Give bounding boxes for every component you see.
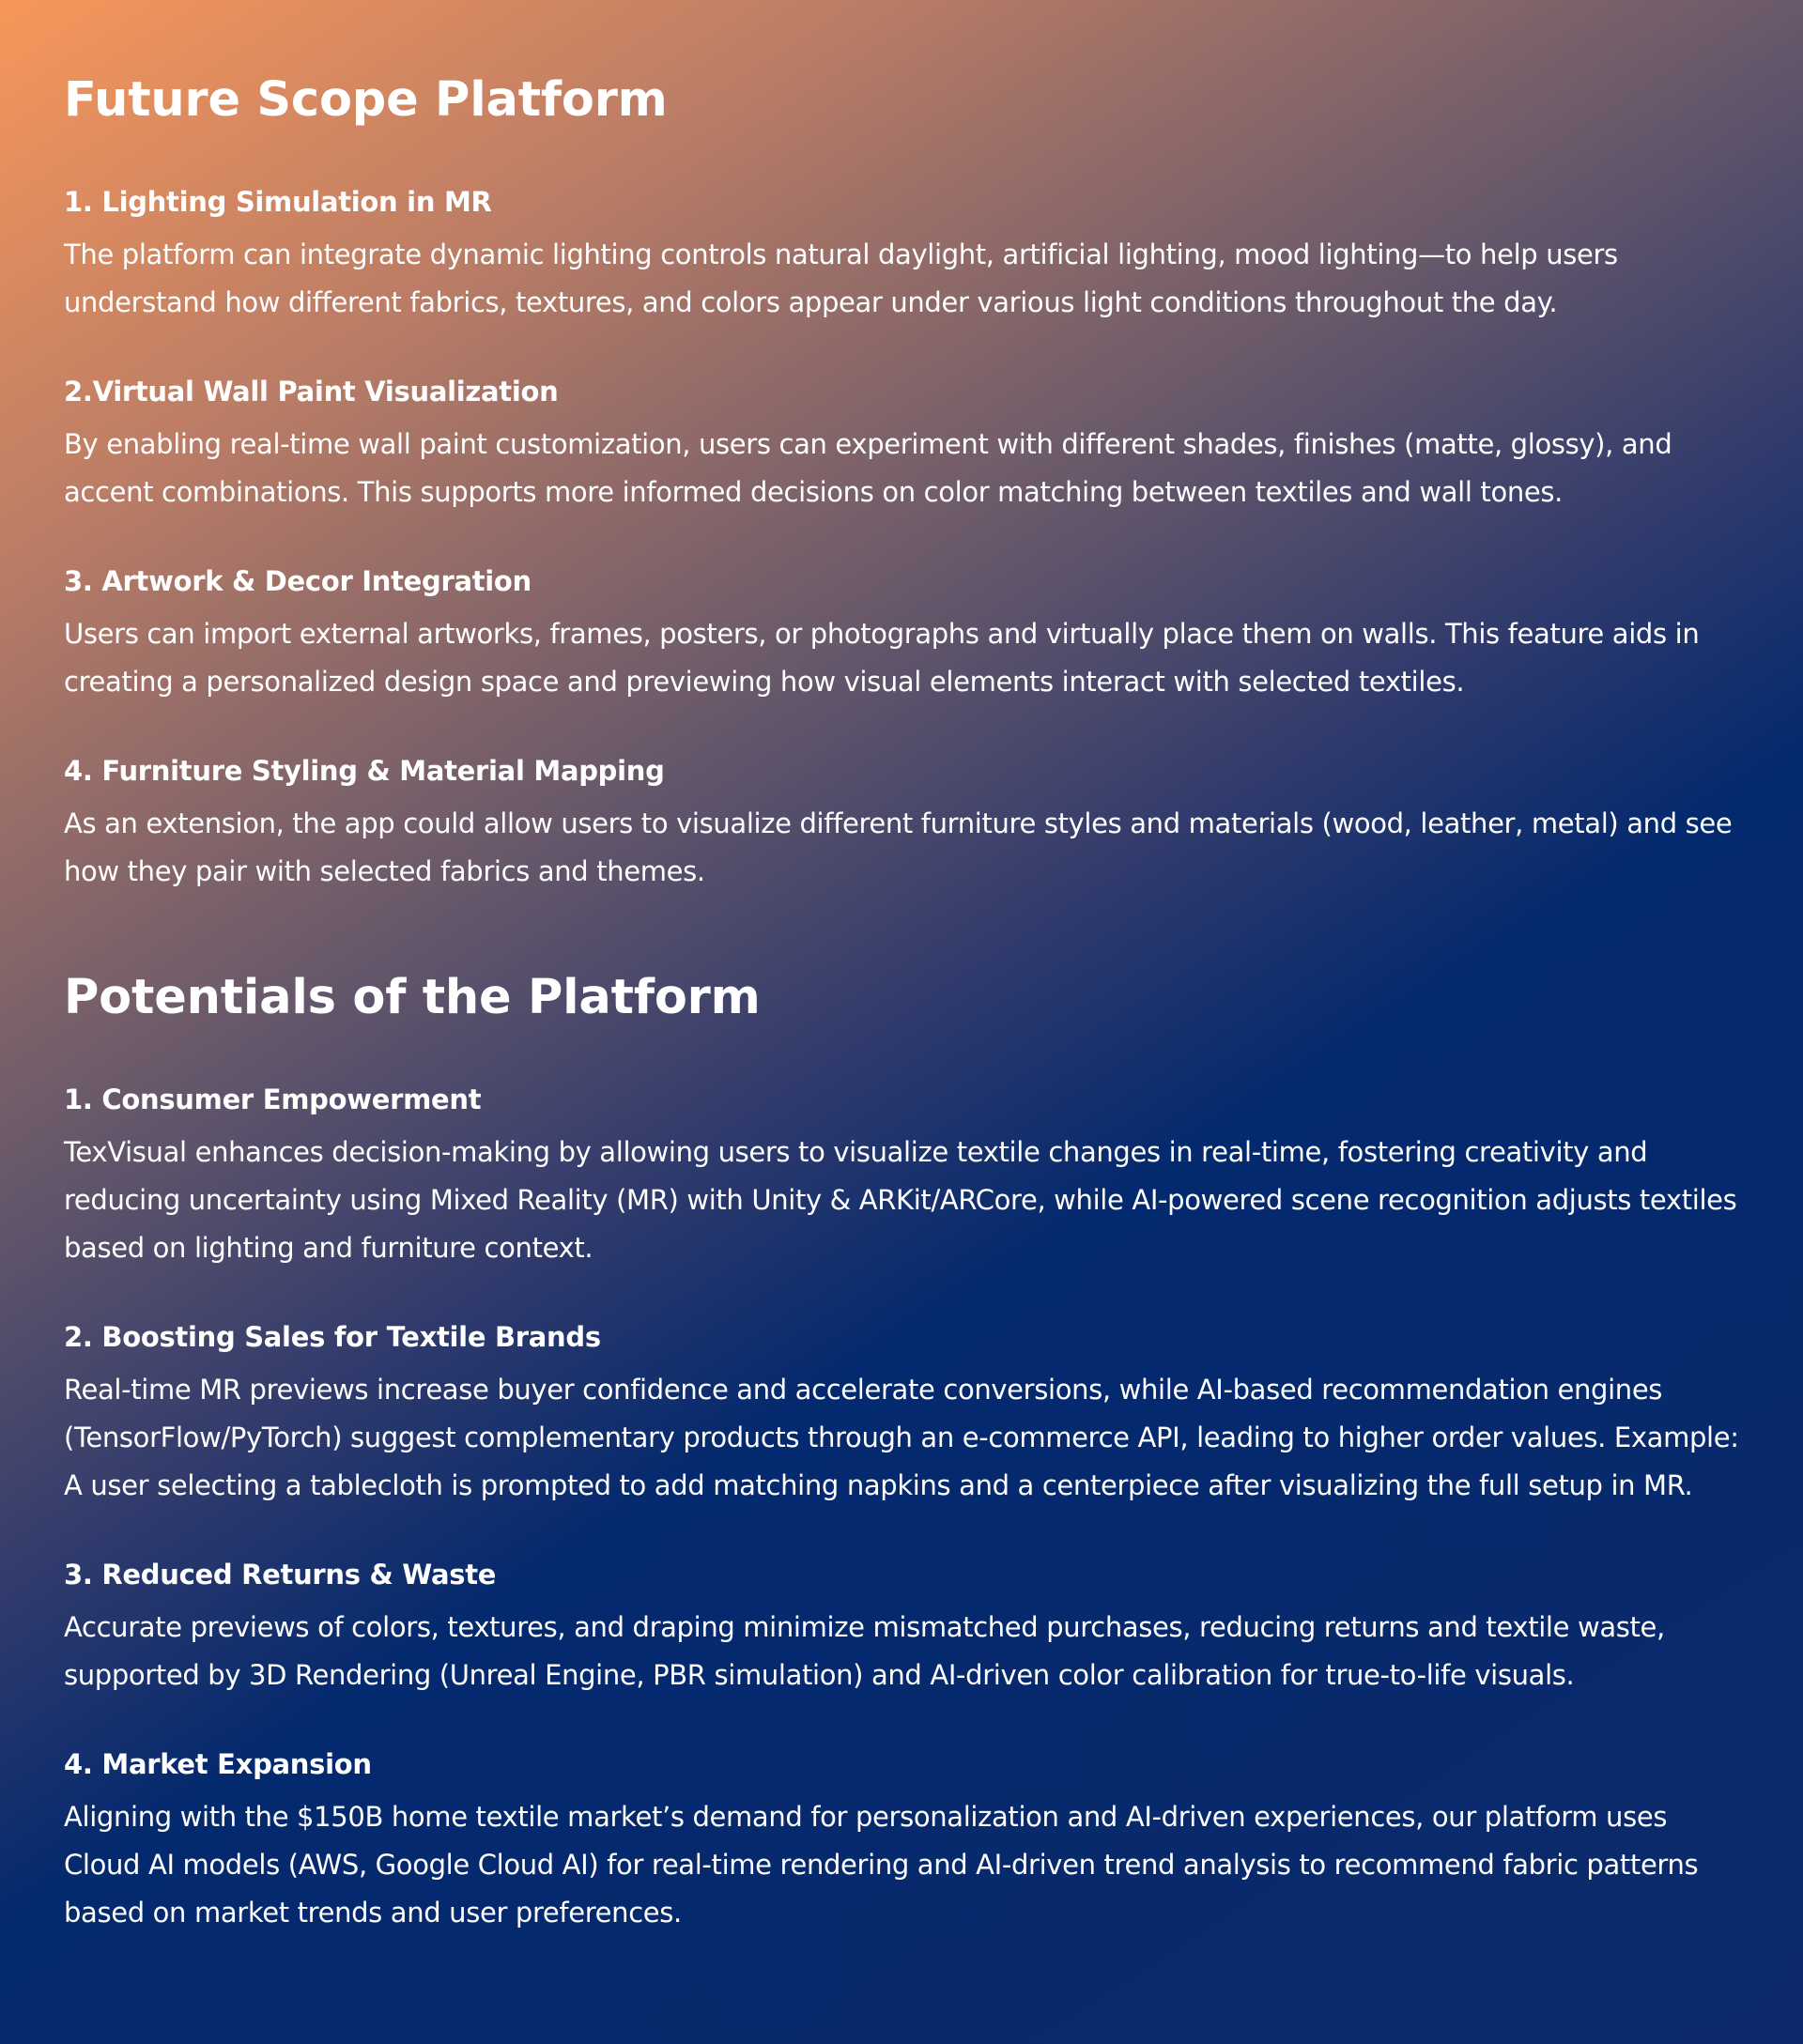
future-scope-item <box>64 754 1739 896</box>
item-title: 4. Furniture Styling & Material Mapping <box>64 755 665 787</box>
item-title: 1. Consumer Empowerment <box>64 1083 482 1115</box>
potentials-item <box>64 1320 1739 1510</box>
potentials-item <box>64 1558 1739 1699</box>
potentials-item <box>64 1083 1739 1272</box>
future-scope-item <box>64 375 1739 516</box>
potentials-list <box>64 1083 1739 1937</box>
item-title: 3. Artwork & Decor Integration <box>64 565 532 597</box>
item-body: Users can import external artworks, frames, posters, or photographs and virtually place them on walls. This feature aids in creating a personalized design space and previewing how visual elements interact with selected textiles. <box>64 618 1700 698</box>
item-body: The platform can integrate dynamic lighting controls natural daylight, artificial lighting, mood lighting—to help users understand how different fabrics, textures, and colors appear under various light conditions throughout the day. <box>64 238 1618 318</box>
item-title: 2. Boosting Sales for Textile Brands <box>64 1321 601 1353</box>
future-scope-section <box>64 69 1739 896</box>
potentials-section <box>64 967 1739 1937</box>
item-title: 4. Market Expansion <box>64 1748 372 1780</box>
item-body: Real-time MR previews increase buyer confidence and accelerate conversions, while AI-based recommendation engines (TensorFlow/PyTorch) suggest complementary products through an e-commerce API, leading to higher order values. Example: A user selecting a tablecloth is prompted to add matching napkins and a centerpiece after visualizing the full setup in MR. <box>64 1374 1739 1501</box>
item-body: As an extension, the app could allow users to visualize different furniture styles and materials (wood, leather, metal) and see how they pair with selected fabrics and themes. <box>64 807 1733 887</box>
item-title: 2.Virtual Wall Paint Visualization <box>64 376 559 407</box>
future-scope-item <box>64 185 1739 327</box>
item-title: 3. Reduced Returns & Waste <box>64 1559 497 1591</box>
item-body: TexVisual enhances decision-making by allowing users to visualize textile changes in real-time, fostering creativity and reducing uncertainty using Mixed Reality (MR) with Unity & ARKit/ARCore, while AI-powered scene recognition adjusts textiles based on lighting and furniture context. <box>64 1136 1737 1264</box>
item-body: Accurate previews of colors, textures, and draping minimize mismatched purchases, reducing returns and textile waste, supported by 3D Rendering (Unreal Engine, PBR simulation) and AI-driven color calibration for true-to-life visuals. <box>64 1611 1665 1691</box>
future-scope-heading: Future Scope Platform <box>64 72 668 128</box>
potentials-item <box>64 1747 1739 1937</box>
item-title: 1. Lighting Simulation in MR <box>64 186 492 218</box>
future-scope-item <box>64 564 1739 706</box>
potentials-heading: Potentials of the Platform <box>64 970 761 1025</box>
item-body: By enabling real-time wall paint customization, users can experiment with different shades, finishes (matte, glossy), and accent combinations. This supports more informed decisions on color matching between textiles and wall tones. <box>64 428 1672 508</box>
item-body: Aligning with the $150B home textile market’s demand for personalization and AI-driven experiences, our platform uses Cloud AI models (AWS, Google Cloud AI) for real-time rendering and AI-driven trend analysis to recommend fabric patterns based on market trends and user preferences. <box>64 1801 1699 1929</box>
future-scope-list <box>64 185 1739 896</box>
